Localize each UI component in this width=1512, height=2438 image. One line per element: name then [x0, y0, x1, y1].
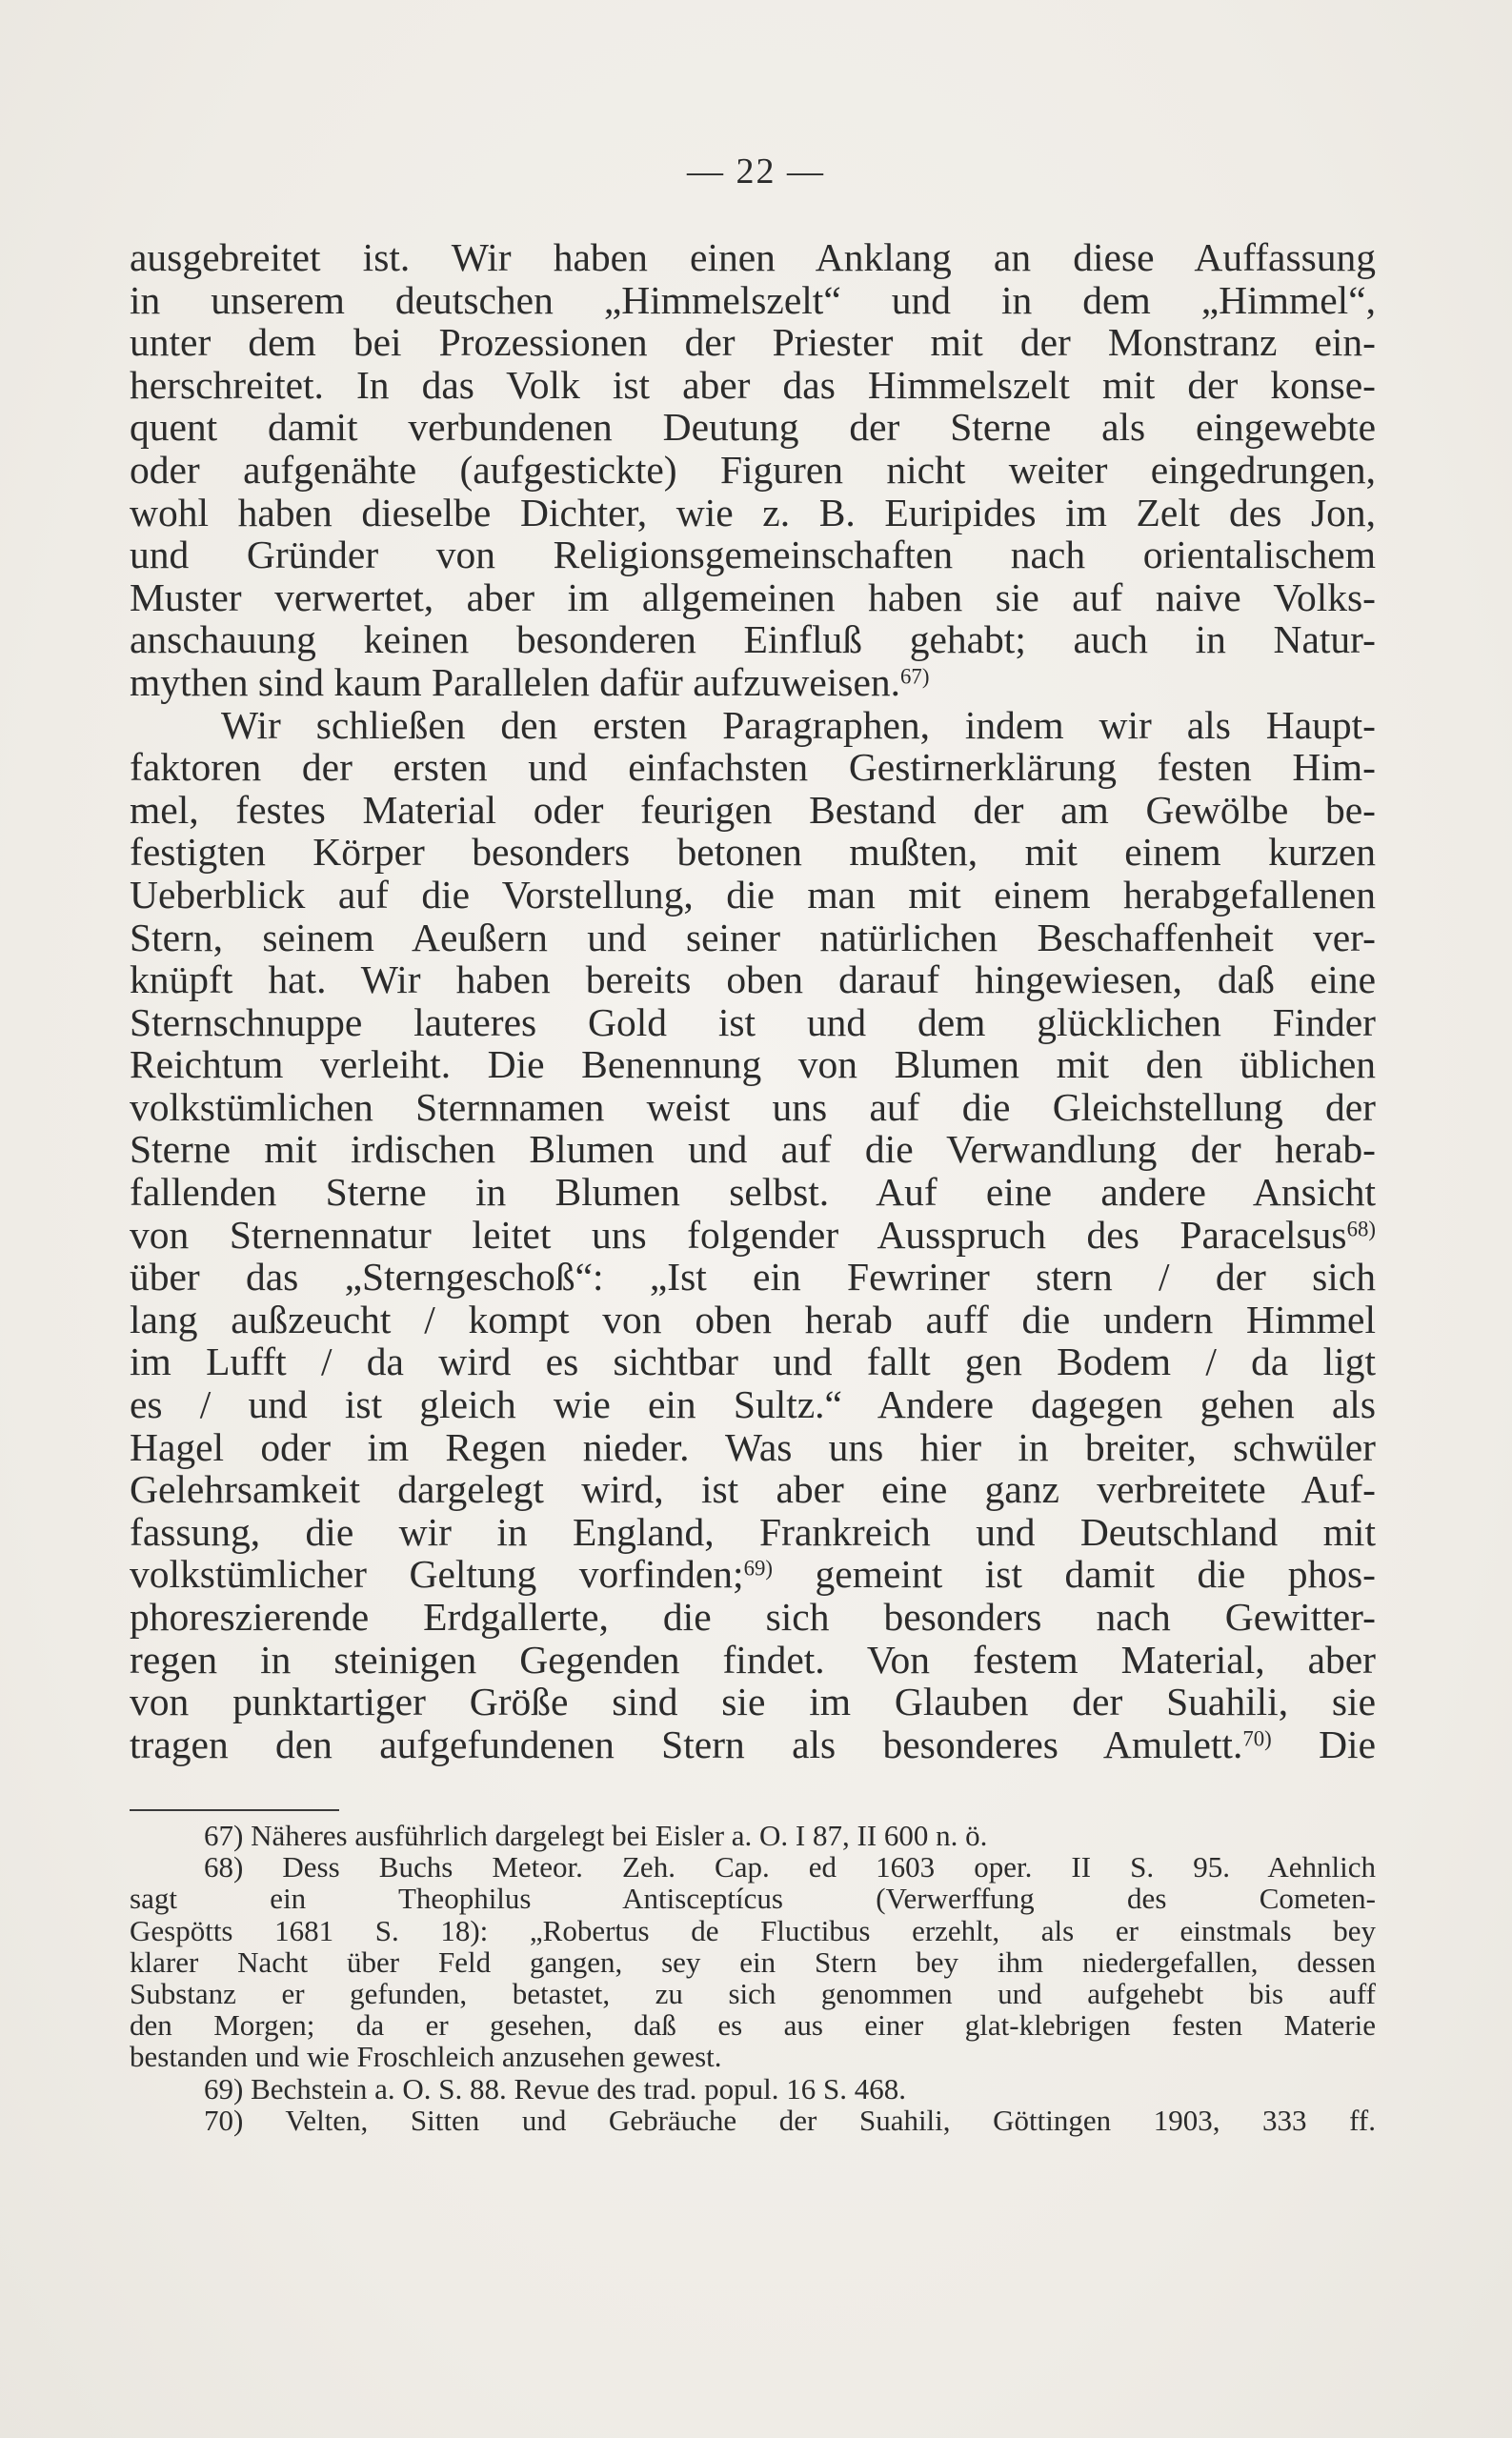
text-line-content: von Sternennatur leitet uns folgender Ausspruch des Paracelsus — [130, 1212, 1347, 1257]
text-line-content: und Gründer von Religionsgemeinschaften nach orientalischem — [130, 533, 1376, 577]
text-line-content: wohl haben dieselbe Dichter, wie z. B. Euripides im Zelt des Jon, — [130, 490, 1376, 534]
text-line — [130, 236, 1376, 279]
footnote-line: Substanz er gefunden, betastet, zu sich genommen und aufgehebt bis auff — [130, 1977, 1376, 2011]
text-line — [130, 1383, 1376, 1426]
text-line — [130, 1256, 1376, 1299]
text-line-continuation: Die — [1271, 1722, 1376, 1766]
text-line — [130, 1043, 1376, 1086]
text-line — [130, 958, 1376, 1001]
text-line-content: festigten Körper besonders betonen mußten, mit einem kurzen — [130, 830, 1376, 875]
footnote-marker: 69) — [743, 1556, 774, 1581]
text-line — [130, 1171, 1376, 1214]
text-line-content: Wir schließen den ersten Paragraphen, indem wir als Haupt- — [221, 702, 1376, 747]
text-line — [130, 1128, 1376, 1171]
text-line — [130, 1340, 1376, 1383]
text-line — [130, 1553, 1376, 1596]
text-line — [130, 449, 1376, 492]
text-line-continuation: gemeint ist damit die phos- — [773, 1552, 1376, 1597]
text-line — [130, 406, 1376, 449]
text-line-content: lang außzeucht / kompt von oben herab auff die undern Himmel — [130, 1297, 1376, 1341]
text-line — [130, 831, 1376, 874]
text-line — [130, 1214, 1376, 1257]
text-line — [130, 1001, 1376, 1044]
text-line — [130, 661, 1376, 704]
text-line — [130, 1511, 1376, 1554]
footnote-marker: 67) — [900, 664, 930, 689]
text-line-content: Hagel oder im Regen nieder. Was uns hier in breiter, schwüler — [130, 1424, 1376, 1469]
text-line-content: anschauung keinen besonderen Einfluß gehabt; auch in Natur- — [130, 617, 1376, 662]
text-line-content: tragen den aufgefundenen Stern als besonderes Amulett. — [130, 1722, 1243, 1766]
text-line — [130, 534, 1376, 576]
footnote-line: bestanden und wie Froschleich anzusehen gewest. — [130, 2040, 722, 2074]
text-line — [130, 746, 1376, 789]
footnote-line: 69) Bechstein a. O. S. 88. Revue des trad. popul. 16 S. 468. — [204, 2071, 907, 2106]
footnote-separator — [130, 1809, 339, 1811]
text-line-content: herschreitet. In das Volk ist aber das Himmelszelt mit der konse- — [130, 362, 1376, 407]
text-line — [130, 576, 1376, 619]
footnotes — [130, 1820, 1376, 2136]
footnote-line: 70) Velten, Sitten und Gebräuche der Suahili, Göttingen 1903, 333 ff. — [204, 2103, 1376, 2137]
text-line-content: fallenden Sterne in Blumen selbst. Auf eine andere Ansicht — [130, 1170, 1376, 1215]
text-line — [130, 1596, 1376, 1639]
footnote-line: sagt ein Theophilus Antisceptícus (Verwerffung des Cometen- — [130, 1882, 1376, 1916]
text-line — [130, 492, 1376, 534]
text-line-content: Ueberblick auf die Vorstellung, die man mit einem herabgefallenen — [130, 872, 1376, 917]
text-line — [130, 1299, 1376, 1341]
text-line-content: mythen sind kaum Parallelen dafür aufzuweisen. — [130, 659, 900, 704]
text-line — [130, 364, 1376, 407]
text-line-content: knüpft hat. Wir haben bereits oben darauf hingewiesen, daß eine — [130, 957, 1376, 1002]
text-line — [130, 1723, 1376, 1766]
text-line-content: regen in steinigen Gegenden findet. Von festem Material, aber — [130, 1637, 1376, 1682]
footnote-line: 67) Näheres ausführlich dargelegt bei Eisler a. O. I 87, II 600 n. ö. — [204, 1819, 988, 1852]
text-line — [130, 1681, 1376, 1723]
footnote-line: Gespötts 1681 S. 18): „Robertus de Fluctibus erzehlt, als er einstmals bey — [130, 1913, 1376, 1947]
text-line — [130, 279, 1376, 322]
text-line — [130, 1468, 1376, 1511]
text-line — [130, 917, 1376, 959]
text-line-content: faktoren der ersten und einfachsten Gestirnerklärung festen Him- — [130, 745, 1376, 790]
main-text — [130, 236, 1376, 1765]
text-line — [130, 618, 1376, 661]
text-line-content: Reichtum verleiht. Die Benennung von Blumen mit den üblichen — [130, 1042, 1376, 1087]
text-line — [130, 1639, 1376, 1682]
text-line-content: Gelehrsamkeit dargelegt wird, ist aber eine ganz verbreitete Auf- — [130, 1467, 1376, 1512]
text-line-content: mel, festes Material oder feurigen Bestand der am Gewölbe be- — [130, 787, 1376, 832]
text-line-content: unter dem bei Prozessionen der Priester mit der Monstranz ein- — [130, 320, 1376, 365]
text-line-content: fassung, die wir in England, Frankreich und Deutschland mit — [130, 1509, 1376, 1554]
text-line-content: in unserem deutschen „Himmelszelt“ und in dem „Himmel“, — [130, 277, 1376, 322]
text-line-content: über das „Sterngeschoß“: „Ist ein Fewriner stern / der sich — [130, 1255, 1376, 1300]
footnote-marker: 70) — [1242, 1726, 1272, 1751]
text-line-content: im Lufft / da wird es sichtbar und fallt gen Bodem / da ligt — [130, 1340, 1376, 1384]
text-line — [130, 1086, 1376, 1129]
text-line-content: Stern, seinem Aeußern und seiner natürlichen Beschaffenheit ver- — [130, 915, 1376, 959]
text-line-content: quent damit verbundenen Deutung der Sterne als eingewebte — [130, 405, 1376, 450]
text-line-content: oder aufgenähte (aufgestickte) Figuren nicht weiter eingedrungen, — [130, 447, 1376, 492]
text-line-content: Muster verwertet, aber im allgemeinen haben sie auf naive Volks- — [130, 574, 1376, 619]
text-line — [130, 789, 1376, 832]
footnote-line: klarer Nacht über Feld gangen, sey ein Stern bey ihm niedergefallen, dessen — [130, 1944, 1376, 1979]
text-line — [130, 321, 1376, 364]
footnote-line: 68) Dess Buchs Meteor. Zeh. Cap. ed 1603 oper. II S. 95. Aehnlich — [204, 1850, 1376, 1884]
text-line — [130, 704, 1376, 747]
footnote-marker: 68) — [1346, 1217, 1376, 1241]
text-line-content: Sternschnuppe lauteres Gold ist und dem glücklichen Finder — [130, 999, 1376, 1044]
text-line-content: volkstümlichen Sternnamen weist uns auf die Gleichstellung der — [130, 1084, 1376, 1129]
text-line-content: von punktartiger Größe sind sie im Glauben der Suahili, sie — [130, 1680, 1376, 1724]
text-line-content: ausgebreitet ist. Wir haben einen Anklang an diese Auffassung — [130, 235, 1376, 279]
text-line-content: Sterne mit irdischen Blumen und auf die Verwandlung der herab- — [130, 1127, 1376, 1172]
text-line-content: volkstümlicher Geltung vorfinden; — [130, 1552, 744, 1597]
text-line — [130, 1426, 1376, 1469]
footnote-line: den Morgen; da er gesehen, daß es aus einer glat-klebrigen festen Materie — [130, 2008, 1376, 2043]
text-line — [130, 874, 1376, 917]
text-line-content: phoreszierende Erdgallerte, die sich besonders nach Gewitter- — [130, 1595, 1376, 1639]
text-line-content: es / und ist gleich wie ein Sultz.“ Andere dagegen gehen als — [130, 1382, 1376, 1427]
page-number: — 22 — — [687, 151, 825, 191]
